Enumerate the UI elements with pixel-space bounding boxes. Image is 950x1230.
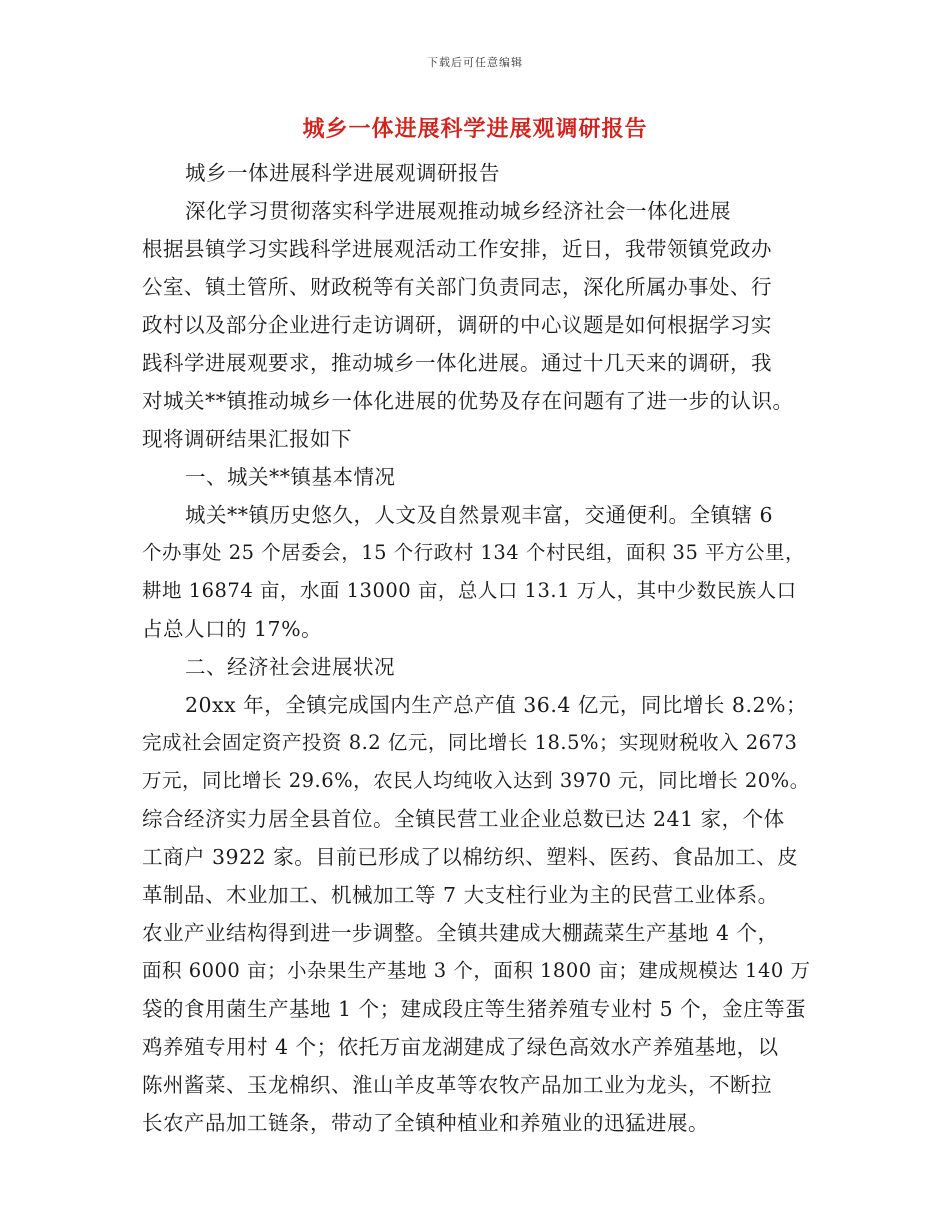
text-line: 革制品、木业加工、机械加工等 7 大支柱行业为主的民营工业体系。 (142, 883, 779, 907)
text-line: 城乡一体进展科学进展观调研报告 (185, 161, 500, 185)
text-line: 政村以及部分企业进行走访调研，调研的中心议题是如何根据学习实 (142, 313, 772, 337)
text-line: 现将调研结果汇报如下 (142, 427, 352, 451)
text-line: 践科学进展观要求，推动城乡一体化进展。通过十几天来的调研，我 (142, 351, 772, 375)
text-line: 农业产业结构得到进一步调整。全镇共建成大棚蔬菜生产基地 4 个， (142, 921, 779, 945)
text-line: 公室、镇土管所、财政税等有关部门负责同志，深化所属办事处、行 (142, 275, 772, 299)
text-line: 陈州酱菜、玉龙棉织、淮山羊皮革等农牧产品加工业为龙头，不断拉 (142, 1073, 772, 1097)
document-body (142, 154, 812, 1142)
text-line: 个办事处 25 个居委会，15 个行政村 134 个村民组，面积 35 平方公里， (142, 541, 806, 564)
header-note: 下载后可任意编辑 (427, 56, 523, 69)
text-line: 城关**镇历史悠久，人文及自然景观丰富，交通便利。全镇辖 6 (185, 503, 774, 527)
text-line: 20xx 年，全镇完成国内生产总产值 36.4 亿元，同比增长 8.2%； (185, 693, 807, 717)
text-line: 对城关**镇推动城乡一体化进展的优势及存在问题有了进一步的认识。 (142, 389, 794, 413)
text-line: 袋的食用菌生产基地 1 个；建成段庄等生猪养殖专业村 5 个，金庄等蛋 (142, 997, 807, 1021)
text-line: 综合经济实力居全县首位。全镇民营工业企业总数已达 241 家，个体 (142, 807, 785, 831)
text-line: 面积 6000 亩；小杂果生产基地 3 个，面积 1800 亩；建成规模达 140 万 (142, 959, 811, 982)
text-line: 占总人口的 17%。 (142, 617, 323, 641)
document-title: 城乡一体进展科学进展观调研报告 (302, 116, 648, 142)
text-line: 二、经济社会进展状况 (185, 655, 395, 679)
text-line: 万元，同比增长 29.6%，农民人均纯收入达到 3970 元，同比增长 20%。 (142, 769, 810, 792)
text-line: 长农产品加工链条，带动了全镇种植业和养殖业的迅猛进展。 (142, 1111, 709, 1135)
text-line: 根据县镇学习实践科学进展观活动工作安排，近日，我带领镇党政办 (142, 237, 772, 261)
text-line: 一、城关**镇基本情况 (185, 465, 396, 489)
text-line: 深化学习贯彻落实科学进展观推动城乡经济社会一体化进展 (185, 199, 731, 223)
text-line: 鸡养殖专用村 4 个；依托万亩龙湖建成了绿色高效水产养殖基地，以 (142, 1035, 779, 1059)
text-line: 工商户 3922 家。目前已形成了以棉纺织、塑料、医药、食品加工、皮 (142, 845, 799, 869)
text-line: 耕地 16874 亩，水面 13000 亩，总人口 13.1 万人，其中少数民族人口 (142, 579, 797, 602)
text-line: 完成社会固定资产投资 8.2 亿元，同比增长 18.5%；实现财税收入 2673 (142, 731, 798, 754)
